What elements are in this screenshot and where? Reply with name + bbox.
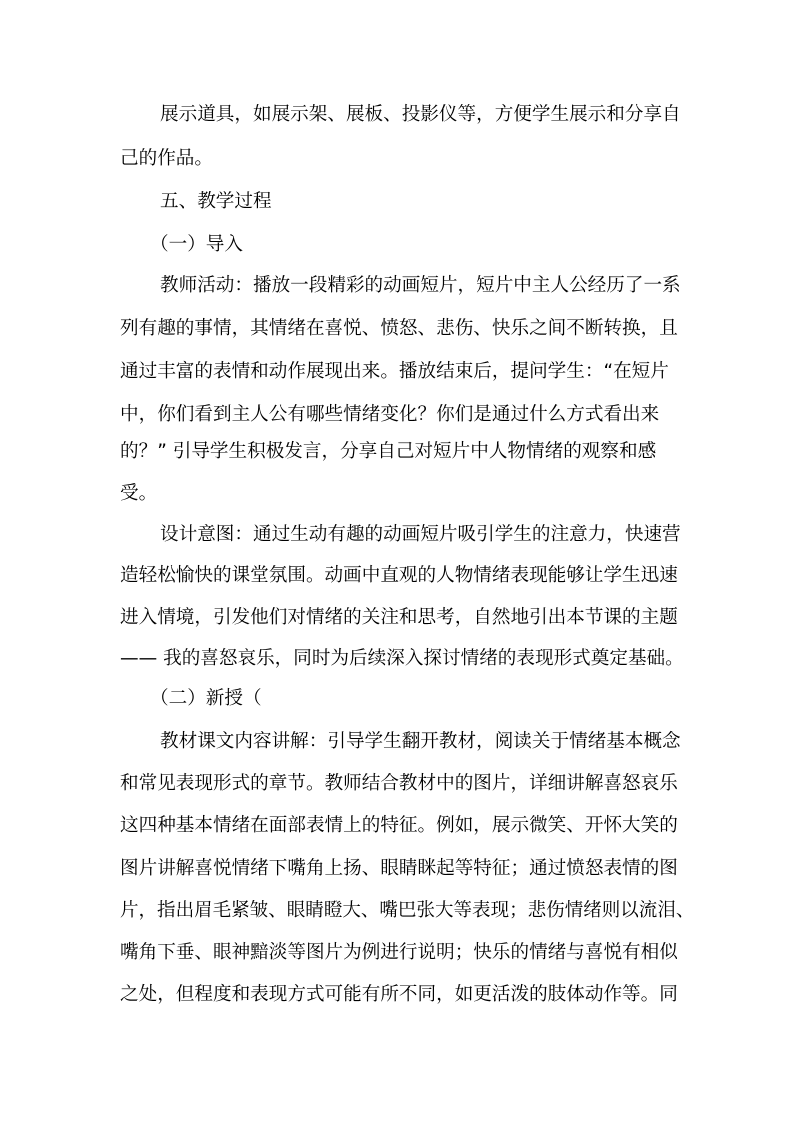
section-heading-teaching-process: 五、教学过程: [160, 191, 272, 212]
materials-line-2: 己的作品。: [120, 148, 213, 169]
textbook-explanation-line-5: 片，指出眉毛紧皱、眼睛瞪大、嘴巴张大等表现；悲伤情绪则以流泪、: [120, 900, 695, 921]
teacher-activity-line-2: 列有趣的事情，其情绪在喜悦、愤怒、悲伤、快乐之间不断转换，且: [120, 318, 678, 339]
textbook-explanation-line-6: 嘴角下垂、眼神黯淡等图片为例进行说明；快乐的情绪与喜悦有相似: [120, 942, 678, 963]
textbook-explanation-line-2: 和常见表现形式的章节。教师结合教材中的图片，详细讲解喜怒哀乐: [120, 773, 678, 794]
teacher-activity-line-1: 教师活动：播放一段精彩的动画短片，短片中主人公经历了一系: [160, 275, 681, 296]
subsection-heading-intro: （一）导入: [150, 234, 243, 255]
textbook-explanation-line-1: 教材课文内容讲解：引导学生翻开教材，阅读关于情绪基本概念: [160, 731, 681, 752]
teacher-activity-line-5: 的？” 引导学生积极发言，分享自己对短片中人物情绪的观察和感: [120, 441, 657, 462]
textbook-explanation-line-4: 图片讲解喜悦情绪下嘴角上扬、眼睛眯起等特征；通过愤怒表情的图: [120, 858, 678, 879]
design-intent-line-2: 造轻松愉快的课堂氛围。动画中直观的人物情绪表现能够让学生迅速: [120, 565, 678, 586]
teacher-activity-line-6: 受。: [120, 483, 158, 504]
materials-line-1: 展示道具，如展示架、展板、投影仪等，方便学生展示和分享自: [160, 104, 681, 125]
subsection-heading-new-lesson: （二）新授（: [150, 688, 262, 709]
design-intent-line-3: 进入情境，引发他们对情绪的关注和思考，自然地引出本节课的主题: [120, 607, 678, 628]
design-intent-line-1: 设计意图：通过生动有趣的动画短片吸引学生的注意力，快速营: [160, 524, 681, 545]
textbook-explanation-line-7: 之处，但程度和表现方式可能有所不同，如更活泼的肢体动作等。同: [120, 984, 678, 1005]
teacher-activity-line-4: 中，你们看到主人公有哪些情绪变化？你们是通过什么方式看出来: [120, 404, 660, 425]
teacher-activity-line-3: 通过丰富的表情和动作展现出来。播放结束后，提问学生：“在短片: [120, 361, 669, 382]
design-intent-line-4: —— 我的喜怒哀乐，同时为后续深入探讨情绪的表现形式奠定基础。: [120, 648, 684, 669]
textbook-explanation-line-3: 这四种基本情绪在面部表情上的特征。例如，展示微笑、开怀大笑的: [120, 815, 678, 836]
